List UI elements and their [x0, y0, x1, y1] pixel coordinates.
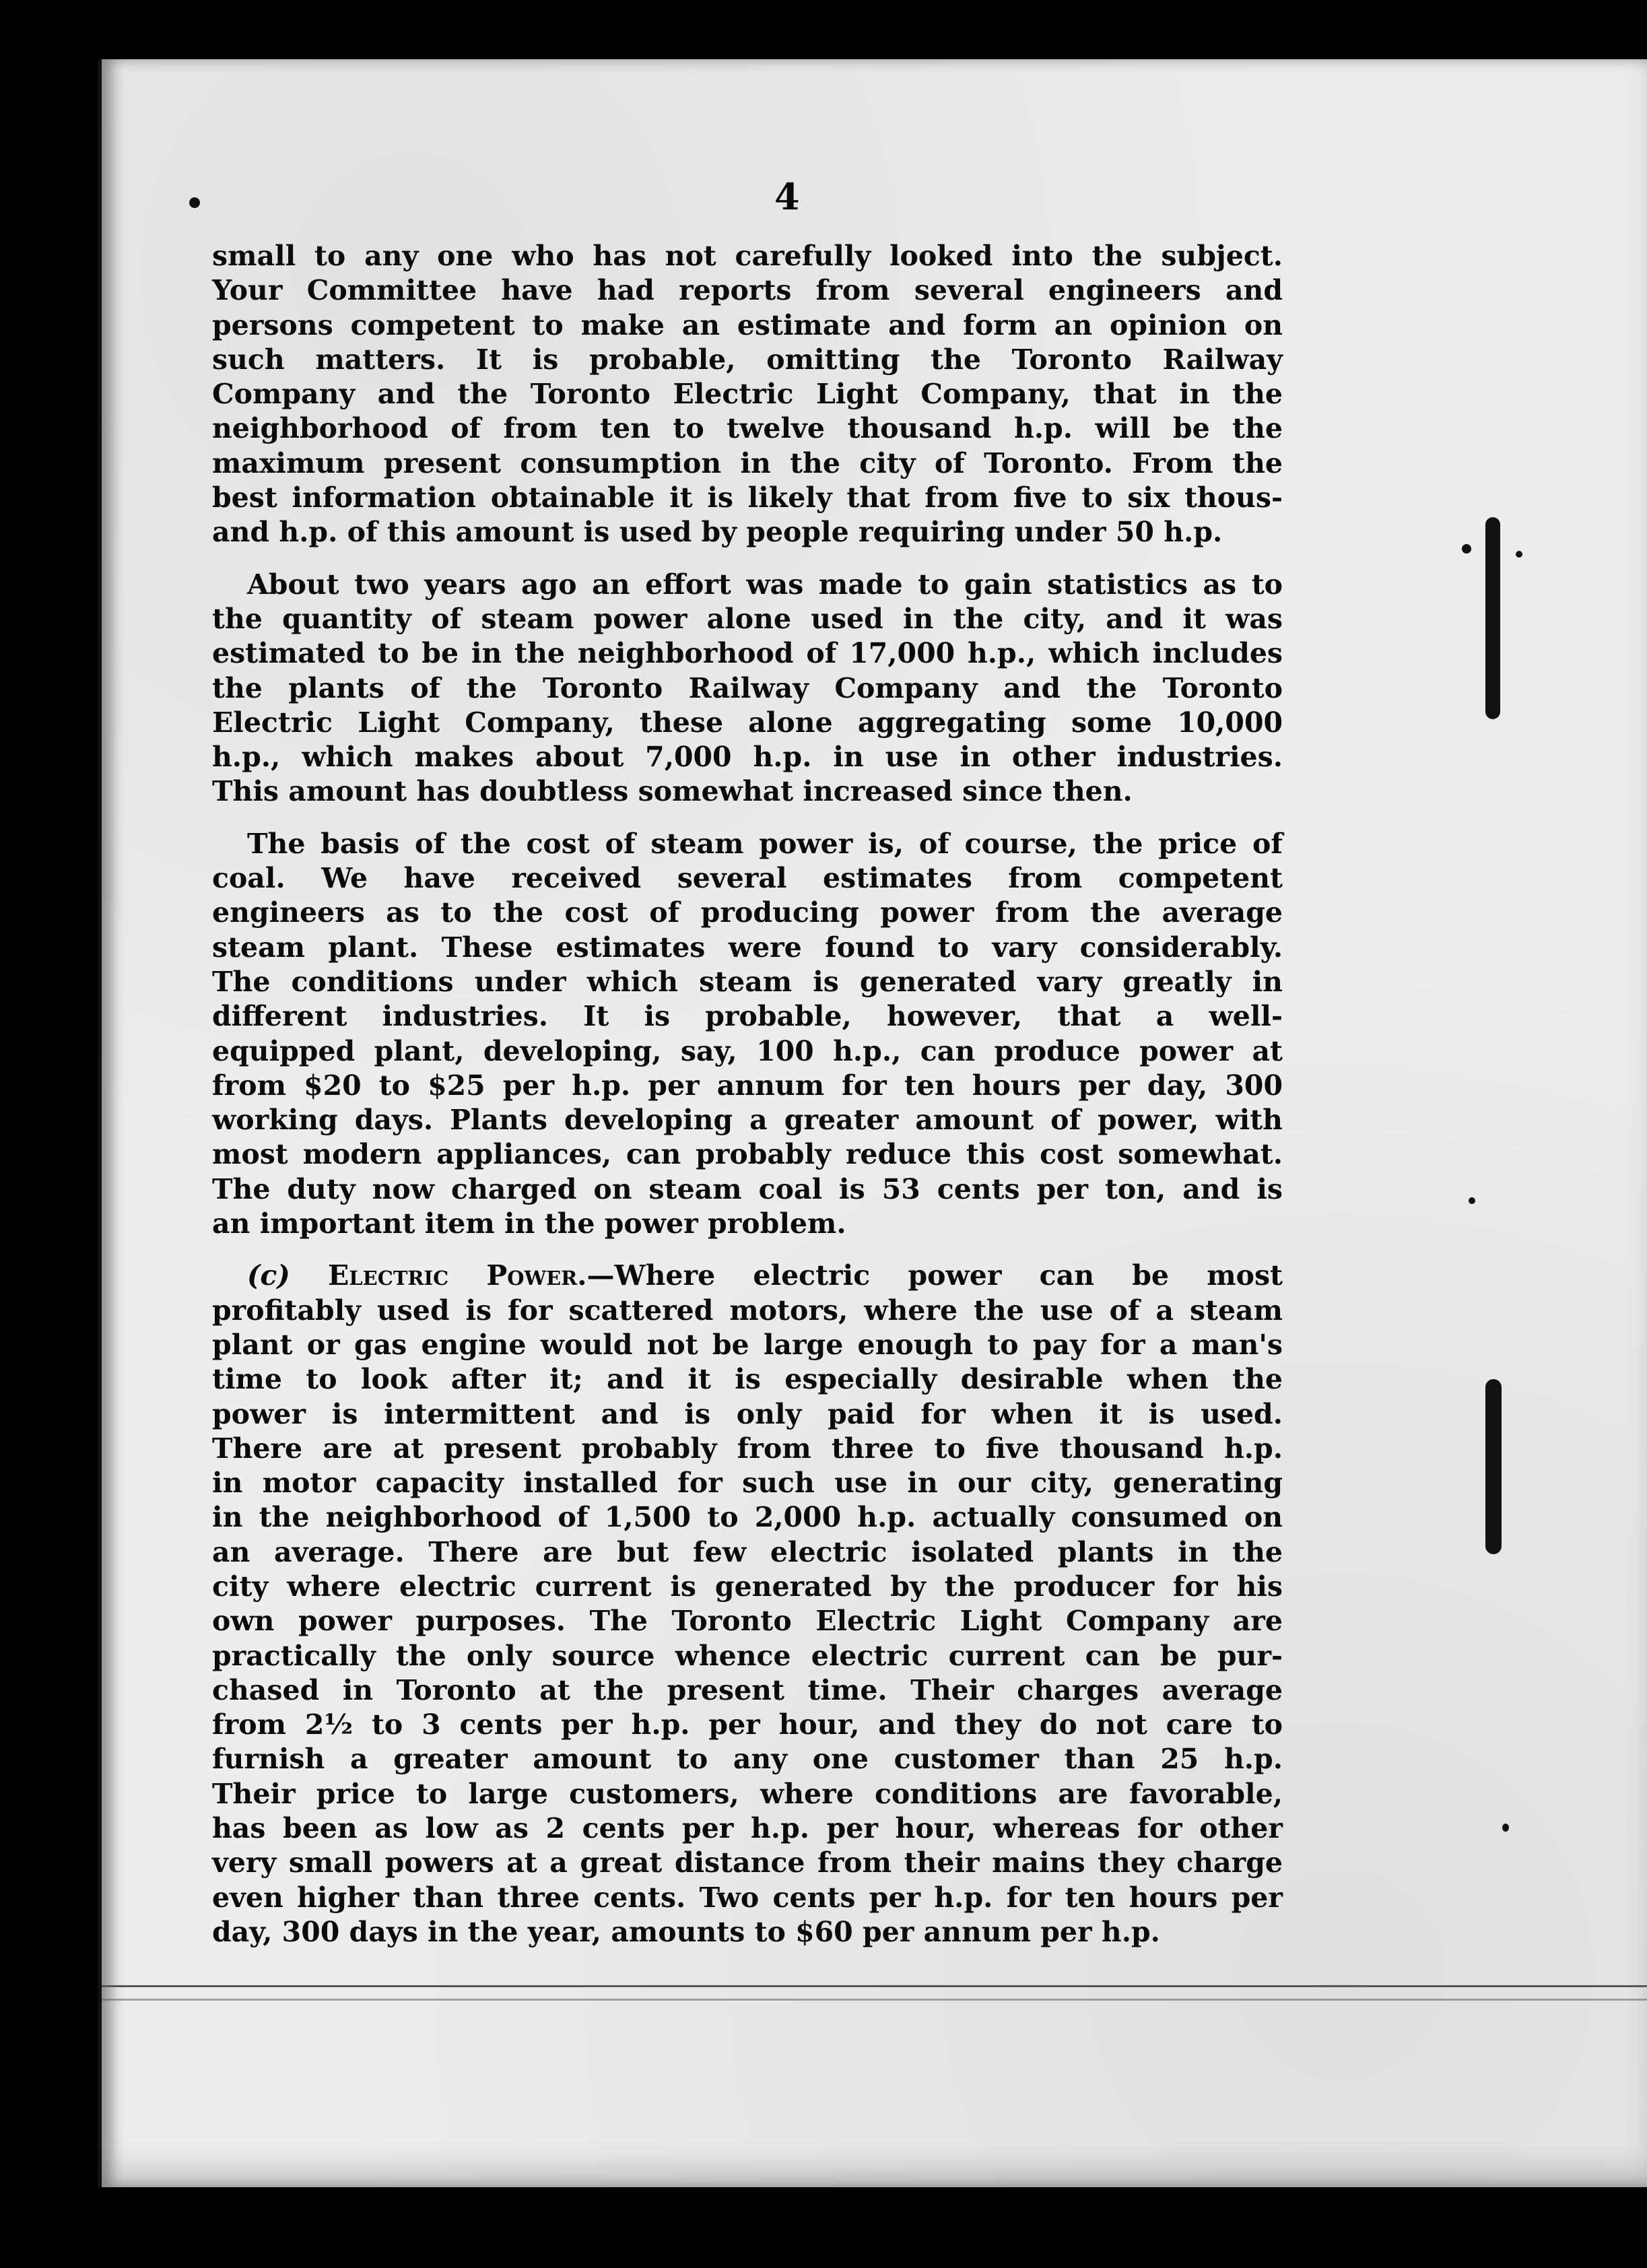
ink-speck: [1502, 1824, 1509, 1832]
text-line: and h.p. of this amount is used by people requiring under 50 h.p.: [212, 516, 1223, 549]
text-line: power is intermittent and is only paid for when it is used.: [212, 1397, 1283, 1430]
text-line: the plants of the Toronto Railway Company and the Toronto: [212, 671, 1283, 704]
text-line: the quantity of steam power alone used in the city, and it was: [212, 602, 1283, 635]
paragraph: [212, 239, 1283, 550]
text-line: such matters. It is probable, omitting the Toronto Railway: [212, 343, 1283, 376]
text-line: plant or gas engine would not be large enough to pay for a man's: [212, 1328, 1283, 1361]
text-line: Their price to large customers, where conditions are favorable,: [212, 1777, 1283, 1810]
paragraph: [212, 568, 1283, 809]
paragraph: [212, 827, 1283, 1242]
text-line: The conditions under which steam is generated vary greatly in: [212, 965, 1283, 998]
text-line: estimated to be in the neighborhood of 17,000 h.p., which includes: [212, 637, 1283, 670]
text-line: own power purposes. The Toronto Electric Light Company are: [212, 1605, 1283, 1638]
text-line: equipped plant, developing, say, 100 h.p., can produce power at: [212, 1034, 1283, 1067]
text-line: working days. Plants developing a greater amount of power, with: [212, 1104, 1283, 1137]
page-number: 4: [774, 175, 800, 218]
ink-speck: [1516, 551, 1522, 558]
text-line: The duty now charged on steam coal is 53 cents per ton, and is: [212, 1172, 1283, 1205]
text-line: small to any one who has not carefully looked into the subject.: [212, 240, 1283, 272]
text-line: furnish a greater amount to any one customer than 25 h.p.: [212, 1743, 1283, 1776]
text-line: h.p., which makes about 7,000 h.p. in use in other industries.: [212, 741, 1283, 774]
text-line: practically the only source whence electric current can be pur-: [212, 1639, 1283, 1672]
text-line: best information obtainable it is likely that from five to six thous-: [212, 481, 1283, 514]
text-line: day, 300 days in the year, amounts to $60 per annum per h.p.: [212, 1915, 1160, 1948]
text-line: time to look after it; and it is especially desirable when the: [212, 1363, 1283, 1396]
text-line: chased in Toronto at the present time. Their charges average: [212, 1673, 1283, 1706]
text-line: has been as low as 2 cents per h.p. per hour, whereas for other: [212, 1812, 1283, 1845]
text-line: Your Committee have had reports from several engineers and: [212, 274, 1283, 307]
text-line: from 2½ to 3 cents per h.p. per hour, and they do not care to: [212, 1708, 1283, 1741]
section-label: (c): [247, 1259, 329, 1292]
scan-line: [102, 1985, 1647, 1987]
text-line: About two years ago an effort was made to gain statistics as to: [247, 568, 1283, 601]
text-line: persons competent to make an estimate and form an opinion on: [212, 308, 1283, 341]
text-line: from $20 to $25 per h.p. per annum for ten hours per day, 300: [212, 1069, 1283, 1102]
ink-speck: [1469, 1197, 1475, 1204]
text-line: in motor capacity installed for such use in our city, generating: [212, 1467, 1283, 1500]
ink-smudge: [1485, 1379, 1502, 1554]
text-line: The basis of the cost of steam power is, of course, the price of: [247, 827, 1283, 860]
paragraph: [212, 1259, 1283, 1949]
text-line-content: —Where electric power can be most: [586, 1259, 1283, 1292]
text-line: even higher than three cents. Two cents per h.p. for ten hours per: [212, 1881, 1283, 1914]
text-line: maximum present consumption in the city of Toronto. From the: [212, 446, 1283, 479]
ink-smudge: [1485, 517, 1500, 719]
text-line: most modern appliances, can probably reduce this cost somewhat.: [212, 1138, 1283, 1171]
text-line: Electric Light Company, these alone aggregating some 10,000: [212, 706, 1283, 739]
section-heading: Electric Power.: [328, 1259, 587, 1292]
text-line: profitably used is for scattered motors, where the use of a steam: [212, 1294, 1283, 1327]
text-line: engineers as to the cost of producing power from the average: [212, 896, 1283, 929]
text-line: This amount has doubtless somewhat increased since then.: [212, 775, 1133, 808]
text-line: an average. There are but few electric isolated plants in the: [212, 1535, 1283, 1568]
text-line: very small powers at a great distance from their mains they charge: [212, 1846, 1283, 1879]
text-line: There are at present probably from three to five thousand h.p.: [212, 1432, 1283, 1465]
scan-line: [102, 1999, 1647, 2001]
ink-speck: [1462, 544, 1471, 554]
body-text: [212, 239, 1283, 1967]
text-line: steam plant. These estimates were found to vary considerably.: [212, 931, 1283, 964]
text-line: city where electric current is generated by the producer for his: [212, 1570, 1283, 1603]
text-line: Company and the Toronto Electric Light Company, that in the: [212, 378, 1283, 411]
text-line: coal. We have received several estimates from competent: [212, 862, 1283, 895]
text-line: an important item in the power problem.: [212, 1207, 846, 1240]
text-line: neighborhood of from ten to twelve thousand h.p. will be the: [212, 412, 1283, 445]
text-line: [212, 1259, 1283, 1293]
text-line: different industries. It is probable, however, that a well-: [212, 1000, 1283, 1033]
text-line: in the neighborhood of 1,500 to 2,000 h.p. actually consumed on: [212, 1501, 1283, 1534]
ink-speck: [189, 197, 200, 208]
